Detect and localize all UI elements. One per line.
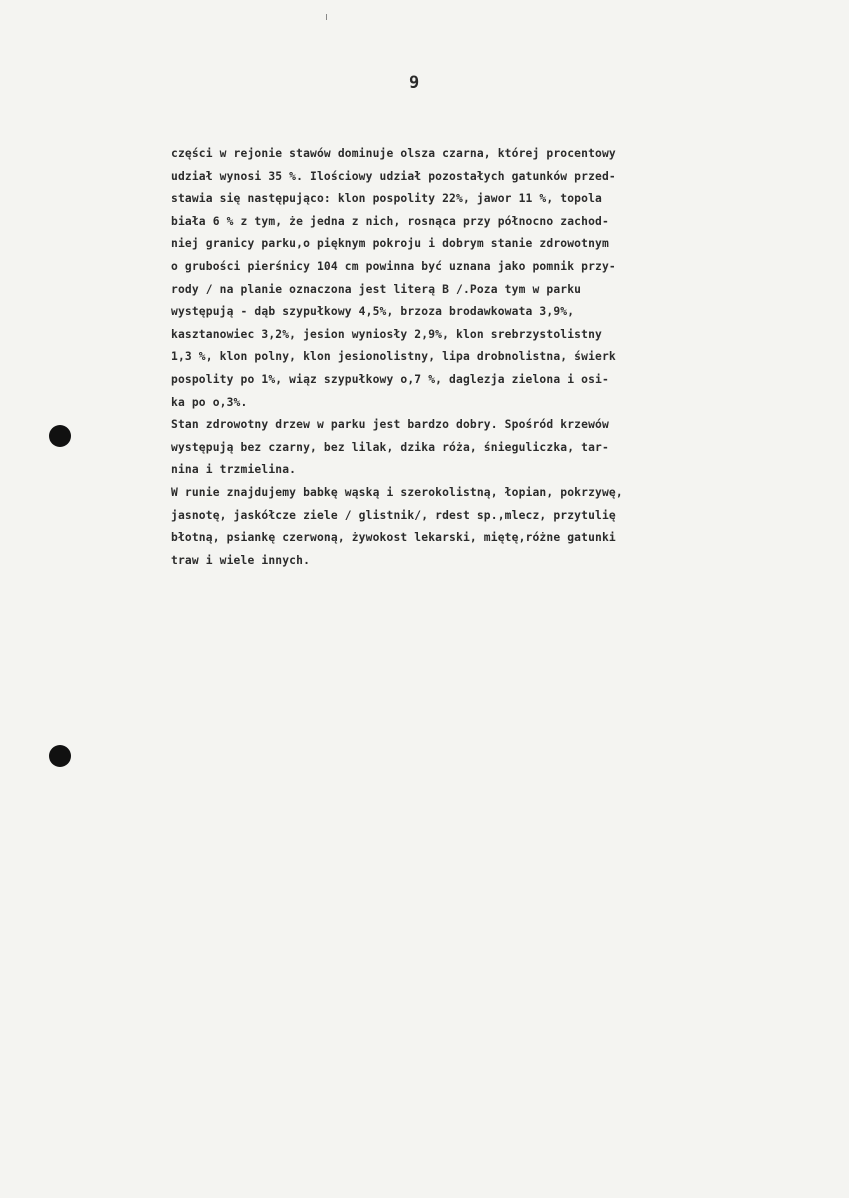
text-line: nina i trzmielina. <box>171 463 297 477</box>
text-line: 1,3 %, klon polny, klon jesionolistny, lipa drobnolistna, świerk <box>171 350 616 364</box>
text-line: jasnotę, jaskółcze ziele / glistnik/, rdest sp.,mlecz, przytulię <box>171 508 616 522</box>
body-text <box>171 143 849 572</box>
text-line: W runie znajdujemy babkę wąską i szerokolistną, łopian, pokrzywę, <box>171 485 623 499</box>
text-line: części w rejonie stawów dominuje olsza czarna, której procentowy <box>171 147 616 160</box>
punch-hole <box>49 425 71 447</box>
text-line: stawia się następująco: klon pospolity 22%, jawor 11 %, topola <box>171 192 602 206</box>
text-line: o grubości pierśnicy 104 cm powinna być uznana jako pomnik przy- <box>171 259 616 273</box>
text-line: niej granicy parku,o pięknym pokroju i dobrym stanie zdrowotnym <box>171 237 609 251</box>
text-line: pospolity po 1%, wiąz szypułkowy o,7 %, daglezja zielona i osi- <box>171 372 609 386</box>
text-line: błotną, psiankę czerwoną, żywokost lekarski, miętę,różne gatunki <box>171 531 616 545</box>
text-line: Stan zdrowotny drzew w parku jest bardzo dobry. Spośród krzewów <box>171 418 609 432</box>
text-line: kasztanowiec 3,2%, jesion wyniosły 2,9%, klon srebrzystolistny <box>171 327 602 341</box>
text-line: traw i wiele innych. <box>171 553 311 567</box>
page-number: 9 <box>409 73 420 93</box>
text-line: ka po o,3%. <box>171 395 248 409</box>
text-line: występują bez czarny, bez lilak, dzika róża, śnieguliczka, tar- <box>171 440 609 454</box>
text-line: biała 6 % z tym, że jedna z nich, rosnąca przy północno zachod- <box>171 214 609 228</box>
text-line: udział wynosi 35 %. Ilościowy udział pozostałych gatunków przed- <box>171 169 616 183</box>
text-line: rody / na planie oznaczona jest literą B /.Poza tym w parku <box>171 282 582 296</box>
punch-hole <box>49 745 71 767</box>
text-line: występują - dąb szypułkowy 4,5%, brzoza brodawkowata 3,9%, <box>171 305 575 319</box>
paper-mark <box>326 14 327 20</box>
